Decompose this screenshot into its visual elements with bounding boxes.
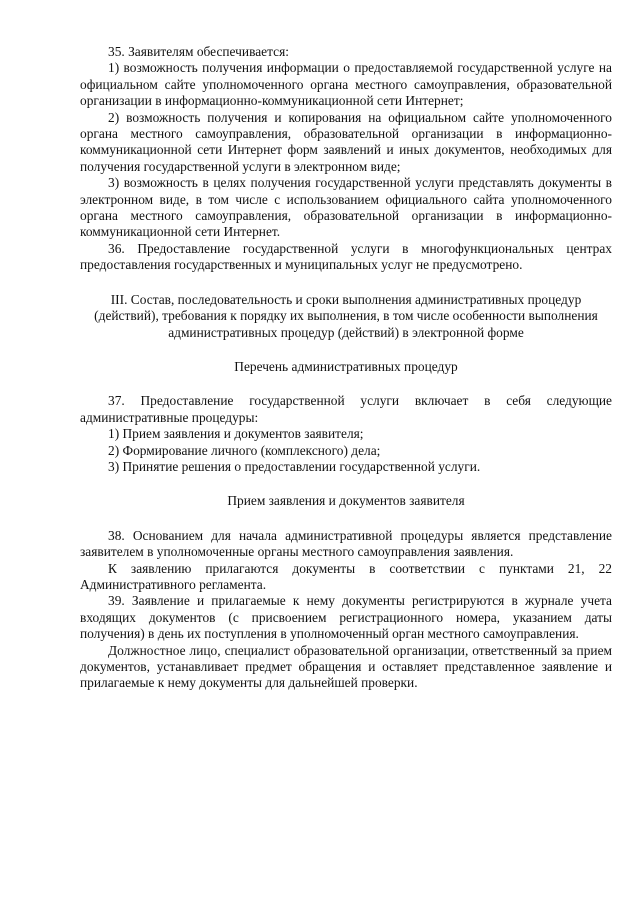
paragraph-38: 38. Основанием для начала административной процедуры является представление заявителем в уполномоченные органы местного самоуправления заявления. xyxy=(80,527,612,560)
paragraph-39: 39. Заявление и прилагаемые к нему документы регистрируются в журнале учета входящих документов (с присвоением регистрационного номера, указанием даты получения) в день их поступления в уполномоченный орган местного самоуправления. xyxy=(80,593,612,642)
paragraph-35-item-2: 2) возможность получения и копирования на официальном сайте уполномоченного органа местного самоуправления, образовательной организации в информационно-коммуникационной сети Интернет форм заявлений и иных документов, необходимых для получения государственной услуги в электронном виде; xyxy=(80,109,612,174)
subtitle-procedures-list: Перечень административных процедур xyxy=(234,358,458,374)
section-title: III. Состав, последовательность и сроки выполнения административных процедур (действий), требования к порядку их выполнения, в том числе особенности выполнения административных процедур (действий) в электронной форме xyxy=(94,291,598,340)
paragraph-35-item-1: 1) возможность получения информации о предоставляемой государственной услуге на официальном сайте уполномоченного органа местного самоуправления, образовательной организации в информационно-коммуникационной сети Интернет; xyxy=(80,60,612,109)
paragraph-37: 37. Предоставление государственной услуги включает в себя следующие административные процедуры: xyxy=(80,393,612,425)
paragraph-36: 36. Предоставление государственной услуги в многофункциональных центрах предоставления государственных и муниципальных услуг не предусмотрено. xyxy=(80,240,612,273)
paragraph-37-item-2: 2) Формирование личного (комплексного) дела; xyxy=(108,442,381,458)
paragraph-37-item-1: 1) Прием заявления и документов заявителя; xyxy=(108,426,364,442)
paragraph-35: 35. Заявителям обеспечивается: xyxy=(108,44,289,59)
paragraph-35-item-3: 3) возможность в целях получения государственной услуги представлять документы в электронном виде, в том числе с использованием официального сайта уполномоченного органа местного самоуправления, образовательной организации в информационно-коммуникационной сети Интернет. xyxy=(80,175,612,240)
subtitle-application-intake: Прием заявления и документов заявителя xyxy=(227,493,465,509)
paragraph-37-item-3: 3) Принятие решения о предоставлении государственной услуги. xyxy=(108,458,481,474)
paragraph-39-official: Должностное лицо, специалист образовательной организации, ответственный за прием документов, устанавливает предмет обращения и оставляет представленное заявление и прилагаемые к нему документы для дальнейшей проверки. xyxy=(80,642,612,691)
paragraph-38-attachments: К заявлению прилагаются документы в соответствии с пунктами 21, 22 Административного регламента. xyxy=(80,560,612,592)
